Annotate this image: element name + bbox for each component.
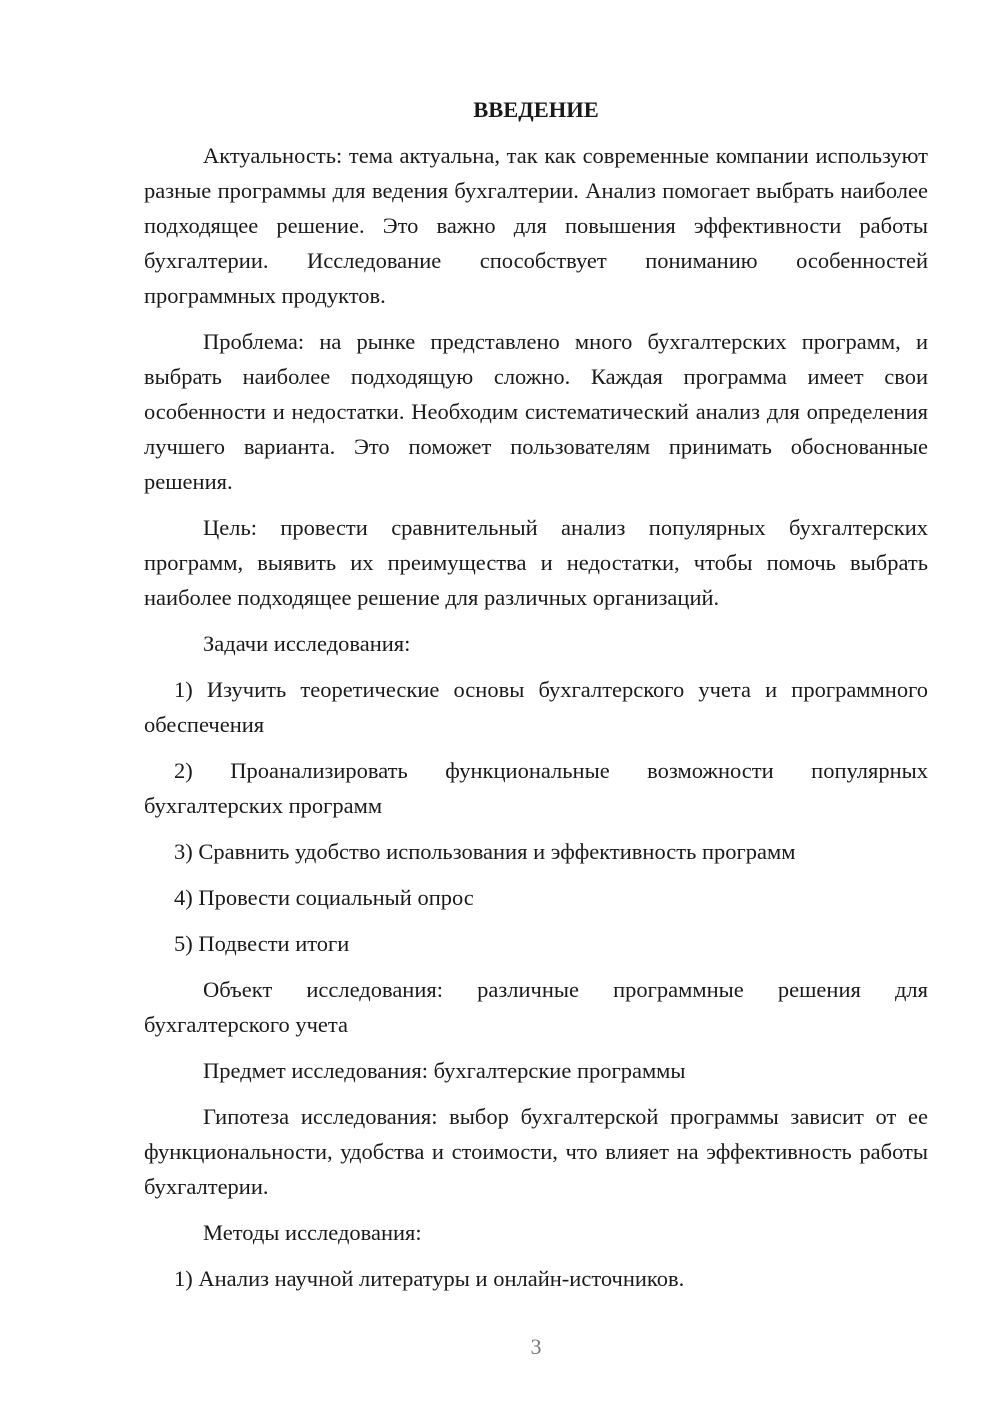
page-title: ВВЕДЕНИЕ	[473, 97, 599, 122]
task-item-3: 3) Сравнить удобство использования и эффективность программ	[174, 839, 796, 864]
document-page	[144, 92, 928, 1307]
task-item-2: 2) Проанализировать функциональные возможности популярных бухгалтерских программ	[144, 758, 928, 818]
task-item-5: 5) Подвести итоги	[174, 931, 350, 956]
page-number: 3	[530, 1334, 542, 1359]
methods-heading: Методы исследования:	[203, 1220, 422, 1245]
task-item-1: 1) Изучить теоретические основы бухгалтерского учета и программного обеспечения	[144, 677, 928, 737]
subject-paragraph: Предмет исследования: бухгалтерские программы	[203, 1058, 686, 1083]
hypothesis-paragraph: Гипотеза исследования: выбор бухгалтерской программы зависит от ее функциональности, удобства и стоимости, что влияет на эффективность работы бухгалтерии.	[144, 1104, 928, 1199]
relevance-paragraph: Актуальность: тема актуальна, так как современные компании используют разные программы для ведения бухгалтерии. Анализ помогает выбрать наиболее подходящее решение. Это важно для повышения эффективности работы бухгалтерии. Исследование способствует пониманию особенностей программных продуктов.	[144, 143, 928, 308]
tasks-heading: Задачи исследования:	[203, 631, 411, 656]
object-paragraph: Объект исследования: различные программные решения для бухгалтерского учета	[144, 977, 928, 1037]
goal-paragraph: Цель: провести сравнительный анализ популярных бухгалтерских программ, выявить их преимущества и недостатки, чтобы помочь выбрать наиболее подходящее решение для различных организаций.	[144, 515, 928, 610]
task-item-4: 4) Провести социальный опрос	[174, 885, 474, 910]
method-item-1: 1) Анализ научной литературы и онлайн-источников.	[174, 1266, 685, 1291]
problem-paragraph: Проблема: на рынке представлено много бухгалтерских программ, и выбрать наиболее подходящую сложно. Каждая программа имеет свои особенности и недостатки. Необходим систематический анализ для определения лучшего варианта. Это поможет пользователям принимать обоснованные решения.	[144, 329, 928, 494]
